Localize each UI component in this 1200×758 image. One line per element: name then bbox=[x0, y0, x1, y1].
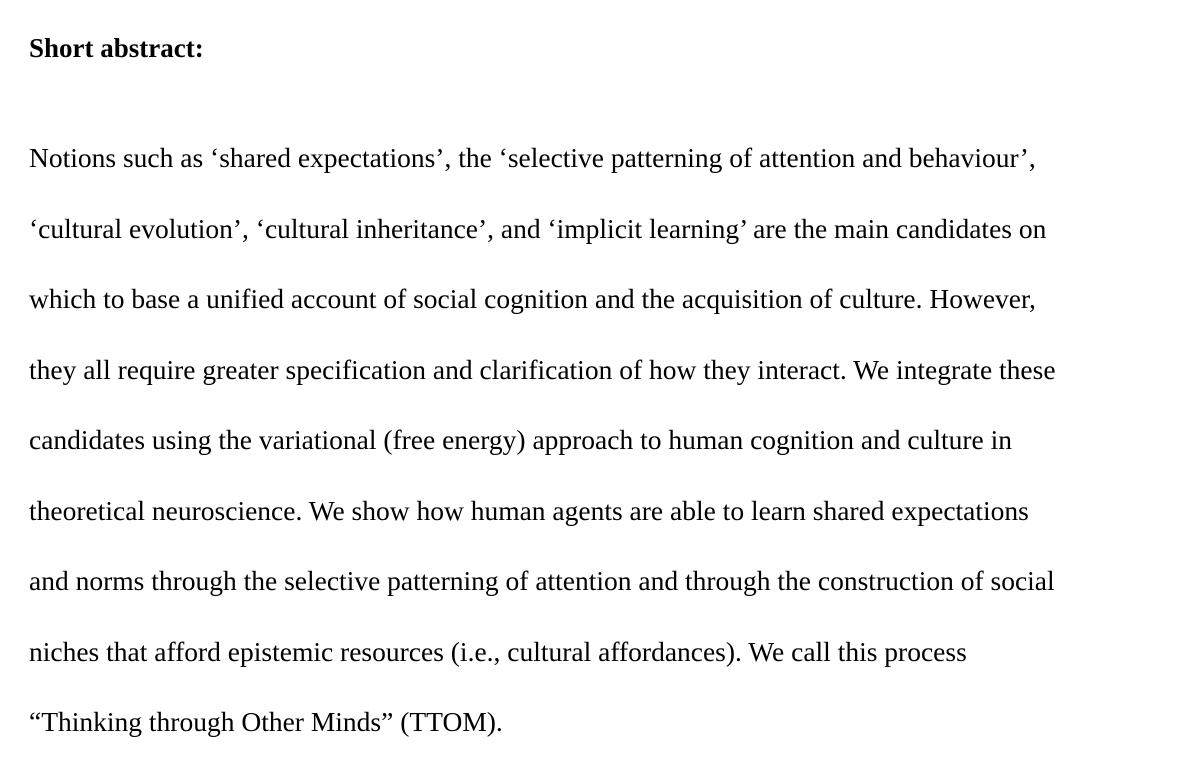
abstract-line: theoretical neuroscience. We show how human agents are able to learn shared expectations bbox=[29, 494, 1029, 526]
abstract-line: which to base a unified account of social cognition and the acquisition of culture. However, bbox=[29, 283, 1036, 314]
abstract-line: they all require greater specification and clarification of how they interact. We integrate these bbox=[29, 353, 1056, 385]
abstract-body bbox=[29, 123, 1056, 758]
abstract-line: candidates using the variational (free energy) approach to human cognition and culture in bbox=[29, 424, 1013, 455]
abstract-line: “Thinking through Other Minds” (TTOM). bbox=[29, 706, 503, 737]
abstract-line: niches that afford epistemic resources (i.e., cultural affordances). We call this process bbox=[29, 635, 967, 667]
abstract-line: Notions such as ‘shared expectations’, the ‘selective patterning of attention and behaviour’, bbox=[29, 142, 1036, 173]
abstract-heading: Short abstract: bbox=[29, 33, 204, 63]
abstract-line: ‘cultural evolution’, ‘cultural inheritance’, and ‘implicit learning’ are the main candidates on bbox=[29, 212, 1047, 244]
abstract-line: and norms through the selective patterning of attention and through the construction of social bbox=[29, 565, 1055, 596]
